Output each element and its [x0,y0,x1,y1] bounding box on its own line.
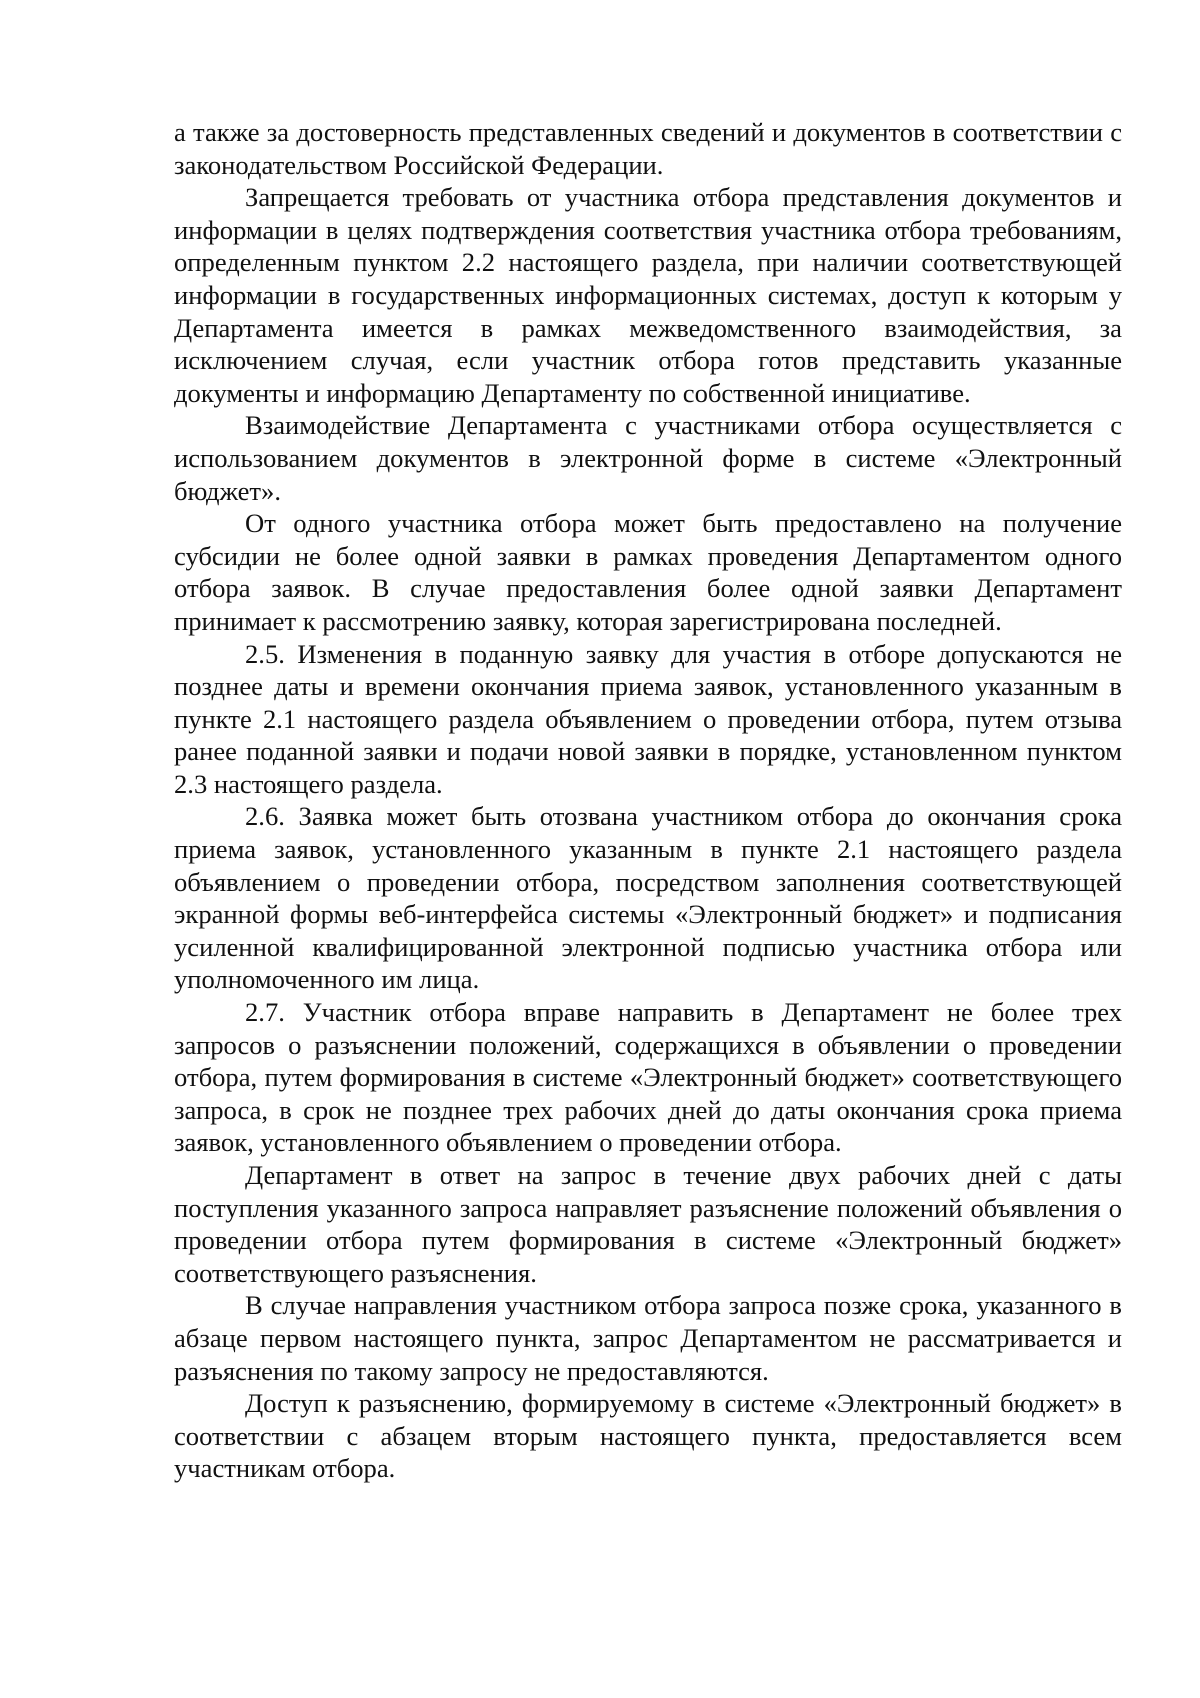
paragraph-continuation: а также за достоверность представленных сведений и документов в соответствии с законодательством Российской Федерации. [174,117,1122,180]
paragraph-single-application: От одного участника отбора может быть предоставлено на получение субсидии не более одной заявки в рамках проведения Департаментом одного отбора заявок. В случае предоставления более одной заявки Департамент принимает к рассмотрению заявку, которая зарегистрирована последней. [174,508,1122,636]
paragraph-interaction: Взаимодействие Департамента с участниками отбора осуществляется с использованием документов в электронной форме в системе «Электронный бюджет». [174,410,1122,506]
paragraph-access: Доступ к разъяснению, формируемому в системе «Электронный бюджет» в соответствии с абзацем вторым настоящего пункта, предоставляется всем участникам отбора. [174,1388,1122,1484]
paragraph-response: Департамент в ответ на запрос в течение двух рабочих дней с даты поступления указанного запроса направляет разъяснение положений объявления о проведении отбора путем формирования в системе «Электронный бюджет» соответствующего разъяснения. [174,1160,1122,1288]
paragraph-prohibition: Запрещается требовать от участника отбора представления документов и информации в целях подтверждения соответствия участника отбора требованиям, определенным пунктом 2.2 настоящего раздела, при наличии соответствующей информации в государственных информационных системах, доступ к которым у Департамента имеется в рамках межведомственного взаимодействия, за исключением случая, если участник отбора готов представить указанные документы и информацию Департаменту по собственной инициативе. [174,182,1122,408]
paragraph-2-7: 2.7. Участник отбора вправе направить в Департамент не более трех запросов о разъяснении положений, содержащихся в объявлении о проведении отбора, путем формирования в системе «Электронный бюджет» соответствующего запроса, в срок не позднее трех рабочих дней до даты окончания срока приема заявок, установленного объявлением о проведении отбора. [174,997,1122,1158]
paragraph-2-6: 2.6. Заявка может быть отозвана участником отбора до окончания срока приема заявок, установленного указанным в пункте 2.1 настоящего раздела объявлением о проведении отбора, посредством заполнения соответствующей экранной формы веб-интерфейса системы «Электронный бюджет» и подписания усиленной квалифицированной электронной подписью участника отбора или уполномоченного им лица. [174,801,1122,995]
document-body [174,116,1122,1485]
paragraph-2-5: 2.5. Изменения в поданную заявку для участия в отборе допускаются не позднее даты и времени окончания приема заявок, установленного указанным в пункте 2.1 настоящего раздела объявлением о проведении отбора, путем отзыва ранее поданной заявки и подачи новой заявки в порядке, установленном пунктом 2.3 настоящего раздела. [174,638,1122,799]
paragraph-late-request: В случае направления участником отбора запроса позже срока, указанного в абзаце первом настоящего пункта, запрос Департаментом не рассматривается и разъяснения по такому запросу не предоставляются. [174,1290,1122,1386]
